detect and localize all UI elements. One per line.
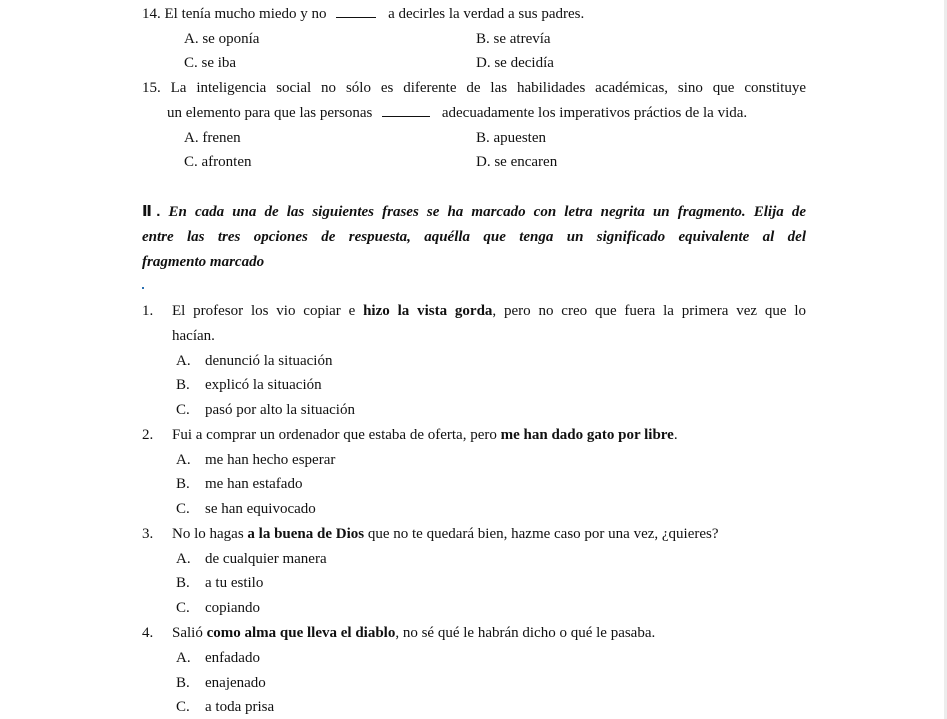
option-text: me han estafado: [205, 476, 303, 492]
section-separator: .: [156, 203, 161, 220]
item-2: [142, 425, 678, 445]
option-letter: C.: [184, 154, 198, 170]
option-a: [184, 128, 241, 148]
option-letter: D.: [476, 55, 491, 71]
item-text: El profesor los vio copiar e: [172, 303, 364, 319]
option-letter: B.: [476, 31, 490, 47]
option-b: [176, 375, 322, 395]
option-letter: D.: [476, 154, 491, 170]
option-letter: C.: [184, 55, 198, 71]
option-text: afronten: [201, 154, 252, 170]
option-text: apuesten: [493, 130, 546, 146]
option-text: enfadado: [205, 650, 260, 666]
option-text: denunció la situación: [205, 353, 333, 369]
option-text: pasó por alto la situación: [205, 402, 355, 418]
item-text: que no te quedará bien, hazme caso por una vez, ¿quieres?: [364, 526, 719, 542]
question-text-line1: La inteligencia social no sólo es diferente de las habilidades académicas, sino que constituye: [170, 80, 806, 96]
item-bold-fragment: hizo la vista gorda: [363, 303, 493, 319]
section-instruction-line2: [142, 227, 806, 247]
option-a: [176, 450, 335, 470]
option-letter: C.: [176, 501, 190, 517]
option-c: [184, 53, 236, 73]
option-letter: A.: [176, 452, 191, 468]
option-letter: B.: [176, 675, 190, 691]
option-text: se oponía: [202, 31, 260, 47]
option-text: copiando: [205, 600, 260, 616]
option-d: [476, 152, 557, 172]
option-letter: A.: [184, 31, 199, 47]
option-b: [476, 29, 551, 49]
option-a: [176, 549, 327, 569]
option-text: se encaren: [494, 154, 558, 170]
option-b: [176, 573, 263, 593]
answer-blank: [382, 104, 430, 117]
option-text: explicó la situación: [205, 377, 322, 393]
item-bold-fragment: a la buena de Dios: [247, 526, 365, 542]
option-text: de cualquier manera: [205, 551, 327, 567]
instruction-text: entre las tres opciones de respuesta, aquélla que tenga un significado equivalente al del: [142, 229, 806, 245]
option-letter: C.: [176, 699, 190, 715]
item-text: hacían.: [172, 328, 215, 344]
item-number: 4.: [142, 625, 154, 641]
item-bold-fragment: me han dado gato por libre: [500, 427, 674, 443]
question-number: 15.: [142, 80, 161, 96]
option-b: [176, 673, 266, 693]
question-text-before: un elemento para que las personas: [167, 105, 373, 121]
option-b: [176, 474, 302, 494]
item-number: 1.: [142, 303, 154, 319]
stray-dot: [142, 287, 144, 289]
option-letter: C.: [176, 402, 190, 418]
section-instruction-line1: [142, 202, 806, 222]
option-d: [476, 53, 554, 73]
item-text: Fui a comprar un ordenador que estaba de oferta, pero: [172, 427, 501, 443]
option-c: [176, 598, 260, 618]
option-a: [176, 648, 260, 668]
option-text: se atrevía: [493, 31, 551, 47]
instruction-text: fragmento marcado: [142, 254, 265, 270]
option-text: a toda prisa: [205, 699, 275, 715]
option-text: se han equivocado: [205, 501, 316, 517]
instruction-text: En cada una de las siguientes frases se ha marcado con letra negrita un fragmento. Elija de: [168, 204, 807, 220]
option-letter: A.: [176, 353, 191, 369]
option-letter: A.: [176, 551, 191, 567]
answer-blank: [336, 5, 376, 18]
section-roman-numeral: Ⅱ: [142, 203, 157, 220]
section-instruction-line3: [142, 252, 264, 272]
question-text-before: El tenía mucho miedo y no: [164, 6, 327, 22]
item-number: 3.: [142, 526, 154, 542]
option-letter: A.: [184, 130, 199, 146]
option-text: enajenado: [205, 675, 266, 691]
question-15: [142, 78, 806, 98]
option-c: [176, 697, 274, 717]
option-c: [184, 152, 252, 172]
item-text: Salió: [172, 625, 207, 641]
option-letter: A.: [176, 650, 191, 666]
question-number: 14.: [142, 6, 161, 22]
item-1-continuation: [172, 326, 215, 346]
question-14: [142, 4, 584, 24]
option-text: a tu estilo: [205, 575, 264, 591]
item-1: [142, 301, 806, 321]
item-text: , pero no creo que fuera la primera vez que lo: [492, 303, 806, 319]
option-a: [176, 351, 332, 371]
item-bold-fragment: como alma que lleva el diablo: [206, 625, 396, 641]
option-text: frenen: [202, 130, 241, 146]
option-text: se iba: [201, 55, 237, 71]
option-letter: B.: [176, 476, 190, 492]
question-text-after: adecuadamente los imperativos práctios de la vida.: [441, 105, 748, 121]
option-b: [476, 128, 546, 148]
option-text: me han hecho esperar: [205, 452, 336, 468]
option-letter: B.: [476, 130, 490, 146]
item-text: , no sé qué le habrán dicho o qué le pasaba.: [395, 625, 656, 641]
option-a: [184, 29, 259, 49]
option-c: [176, 400, 355, 420]
item-number: 2.: [142, 427, 154, 443]
option-c: [176, 499, 316, 519]
item-text: .: [673, 427, 678, 443]
item-4: [142, 623, 655, 643]
option-letter: B.: [176, 575, 190, 591]
item-3: [142, 524, 719, 544]
option-letter: C.: [176, 600, 190, 616]
option-letter: B.: [176, 377, 190, 393]
question-text-after: a decirles la verdad a sus padres.: [388, 6, 585, 22]
question-15-line2: [167, 103, 747, 123]
option-text: se decidía: [494, 55, 554, 71]
item-text: No lo hagas: [172, 526, 248, 542]
